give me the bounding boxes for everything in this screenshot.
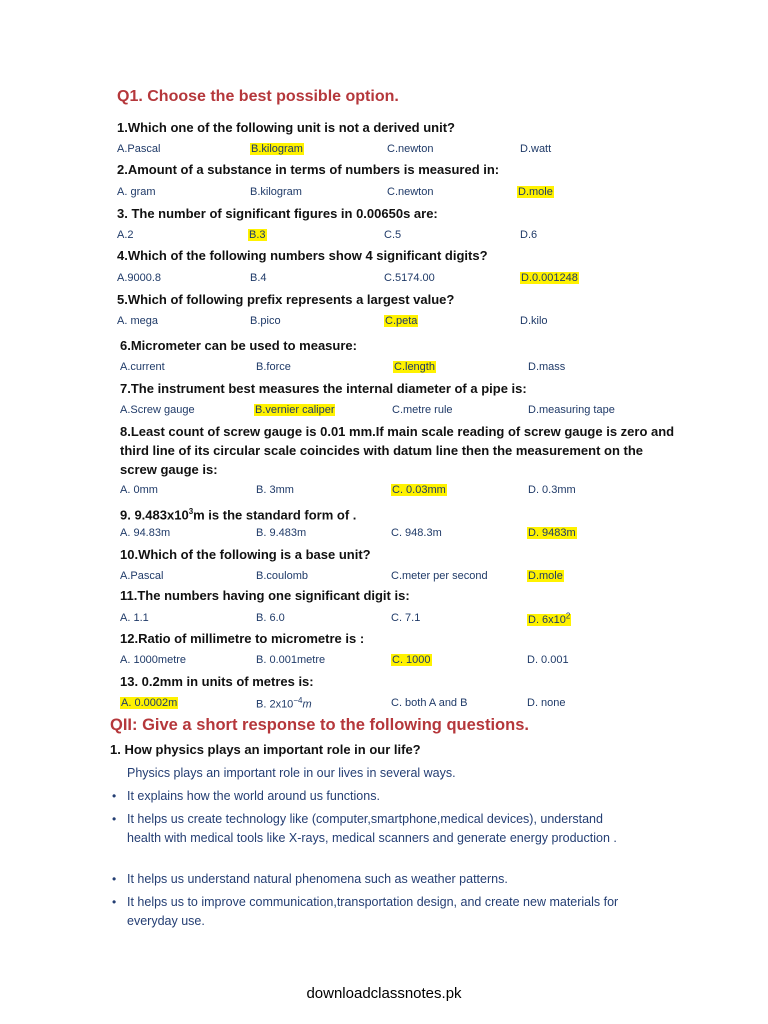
q9-option-b: B. 9.483m xyxy=(256,527,307,539)
q13-option-d: D. none xyxy=(527,697,566,709)
q3-option-d: D.6 xyxy=(520,229,538,241)
q1-option-a: A.Pascal xyxy=(117,143,161,155)
question-1: 1.Which one of the following unit is not a derived unit? xyxy=(117,120,455,135)
section-title-q1: Q1. Choose the best possible option. xyxy=(117,88,399,105)
q5-option-b: B.pico xyxy=(250,315,281,327)
q13-option-a-answer: A. 0.0002m xyxy=(121,697,178,709)
q6-option-b: B.force xyxy=(256,361,291,373)
q13-option-b: B. $2x10^{-4}m$ xyxy=(256,696,312,711)
section-title-q2: QII: Give a short response to the following questions. xyxy=(110,716,529,734)
q11-option-a: A. 1.1 xyxy=(120,612,149,624)
q11-option-d-answer: D. $6x10^2$ xyxy=(528,611,571,626)
q5-option-c-answer: C.peta xyxy=(385,315,418,327)
q6-option-d: D.mass xyxy=(528,361,566,373)
question-6: 6.Micrometer can be used to measure: xyxy=(120,338,357,353)
question-11: 11.The numbers having one significant digit is: xyxy=(120,588,410,603)
q12-option-c-answer: C. 1000 xyxy=(392,654,431,666)
q4-option-a: A.9000.8 xyxy=(117,272,162,284)
bullet-icon: • xyxy=(112,872,117,886)
question-13: 13. 0.2mm in units of metres is: xyxy=(120,674,314,689)
short-question-1: 1. How physics plays an important role in our life? xyxy=(110,742,421,757)
q12-option-a: A. 1000metre xyxy=(120,654,187,666)
bullet-icon: • xyxy=(112,812,117,826)
question-9: 9. $9.483x10^3m$ is the standard form of . xyxy=(120,507,357,523)
q7-option-a: A.Screw gauge xyxy=(120,404,195,416)
q1-option-d: D.watt xyxy=(520,143,552,155)
question-8: 8.Least count of screw gauge is 0.01 mm.If main scale reading of screw gauge is zero and third line of its circular scale coincides with datum line then the measurement on the screw gauge is: xyxy=(120,424,675,477)
bullet-icon: • xyxy=(112,789,117,803)
question-10: 10.Which of the following is a base unit? xyxy=(120,547,371,562)
q1-option-c: C.newton xyxy=(387,143,434,155)
bullet-icon: • xyxy=(112,895,117,909)
q4-option-c: C.5174.00 xyxy=(384,272,435,284)
q3-option-c: C.5 xyxy=(384,229,402,241)
q7-option-d: D.measuring tape xyxy=(528,404,615,416)
question-4: 4.Which of the following numbers show 4 significant digits? xyxy=(117,248,488,263)
q10-option-b: B.coulomb xyxy=(256,570,308,582)
q2-option-b: B.kilogram xyxy=(250,186,302,198)
q4-option-d-answer: D.0.001248 xyxy=(521,272,578,284)
q10-option-c: C.meter per second xyxy=(391,570,488,582)
q9-option-d-answer: D. 9483m xyxy=(528,527,576,539)
q8-option-d: D. 0.3mm xyxy=(528,484,576,496)
response-intro: Physics plays an important role in our lives in several ways. xyxy=(127,766,456,780)
q13-option-c: C. both A and B xyxy=(391,697,468,709)
q6-option-c-answer: C.length xyxy=(394,361,435,373)
q5-option-d: D.kilo xyxy=(520,315,548,327)
q3-option-a: A.2 xyxy=(117,229,134,241)
response-bullet-3: It helps us understand natural phenomena such as weather patterns. xyxy=(127,872,508,886)
response-bullet-2: It helps us create technology like (computer,smartphone,medical devices), understand health with medical tools like X-rays, medical scanners and generate energy production . xyxy=(127,812,617,845)
question-2: 2.Amount of a substance in terms of numbers is measured in: xyxy=(117,162,500,177)
q12-option-b: B. 0.001metre xyxy=(256,654,326,666)
q2-option-c: C.newton xyxy=(387,186,434,198)
q2-option-a: A. gram xyxy=(117,186,156,198)
q10-option-d-answer: D.mole xyxy=(528,570,563,582)
q4-option-b: B.4 xyxy=(250,272,267,284)
q7-option-c: C.metre rule xyxy=(392,404,453,416)
q8-option-c-answer: C. 0.03mm xyxy=(392,484,446,496)
q8-option-a: A. 0mm xyxy=(120,484,158,496)
q5-option-a: A. mega xyxy=(117,315,158,327)
q7-option-b-answer: B.vernier caliper xyxy=(255,404,335,416)
response-bullet-4: It helps us to improve communication,transportation design, and create new materials for everyday use. xyxy=(127,895,619,928)
q11-option-c: C. 7.1 xyxy=(391,612,421,624)
response-bullet-1: It explains how the world around us functions. xyxy=(127,789,380,803)
q11-option-b: B. 6.0 xyxy=(256,612,285,624)
q2-option-d-answer: D.mole xyxy=(518,186,553,198)
footer-url: downloadclassnotes.pk xyxy=(306,985,462,1002)
q9-option-a: A. 94.83m xyxy=(120,527,171,539)
q3-option-b-answer: B.3 xyxy=(249,229,266,241)
question-7: 7.The instrument best measures the internal diameter of a pipe is: xyxy=(120,381,527,396)
q8-option-b: B. 3mm xyxy=(256,484,294,496)
q10-option-a: A.Pascal xyxy=(120,570,164,582)
q9-option-c: C. 948.3m xyxy=(391,527,442,539)
q1-option-b-answer: B.kilogram xyxy=(251,143,303,155)
q12-option-d: D. 0.001 xyxy=(527,654,569,666)
question-5: 5.Which of following prefix represents a largest value? xyxy=(117,292,455,307)
question-3: 3. The number of significant figures in 0.00650s are: xyxy=(117,206,438,221)
question-12: 12.Ratio of millimetre to micrometre is : xyxy=(120,631,365,646)
q6-option-a: A.current xyxy=(120,361,165,373)
